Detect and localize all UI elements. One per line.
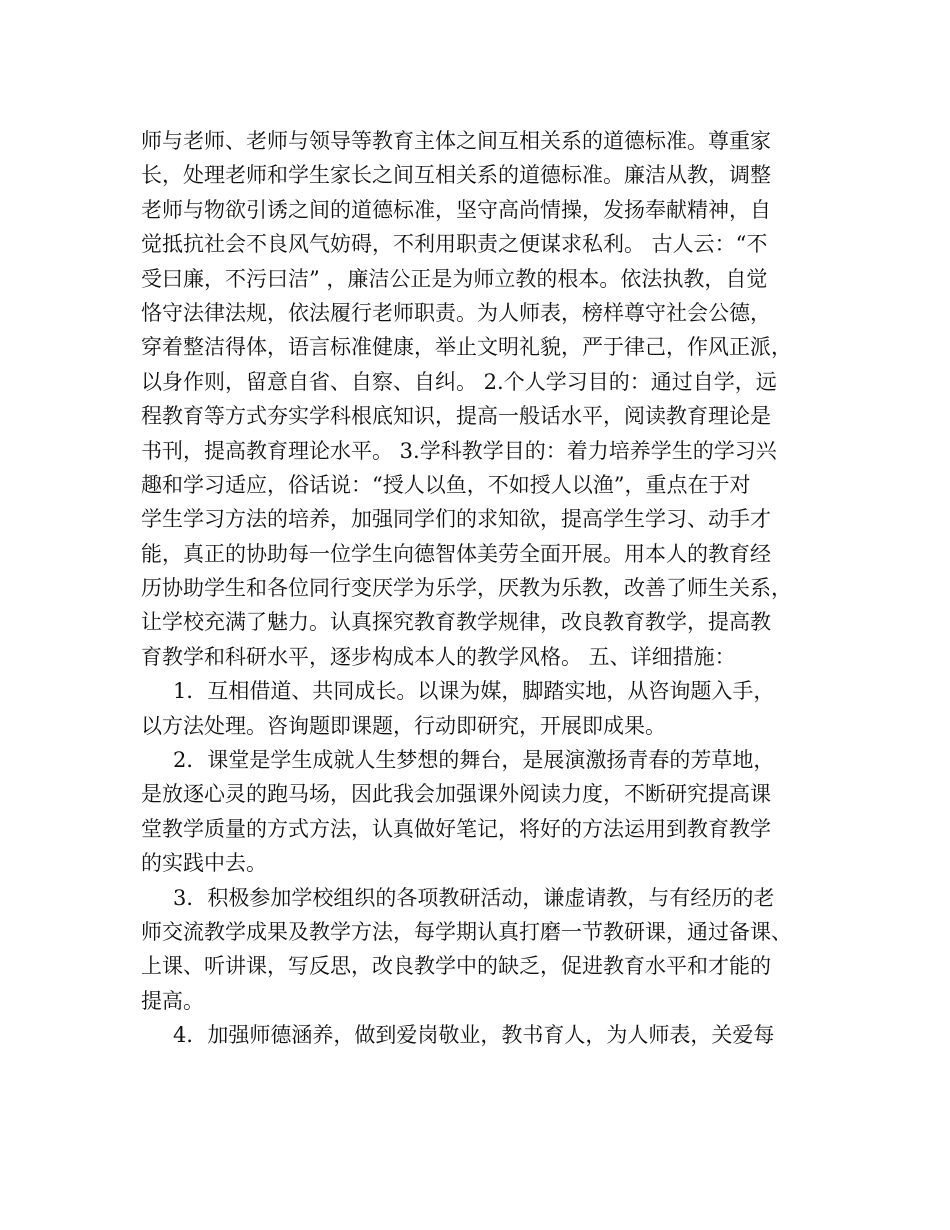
text-line: 以身作则，留意自省、自察、自纠。 2.个人学习目的：通过自学，远 bbox=[141, 369, 777, 394]
body-text bbox=[141, 124, 821, 1053]
text-line: 提高。 bbox=[141, 988, 204, 1013]
list-item-4-start: 4．加强师德涵养，做到爱岗敬业，教书育人，为人师表，关爱每 bbox=[173, 1023, 775, 1048]
text-line: 长，处理老师和学生家长之间互相关系的道德标准。廉洁从教，调整 bbox=[141, 163, 771, 188]
text-line: 师交流教学成果及教学方法，每学期认真打磨一节教研课，通过备课、 bbox=[141, 919, 792, 944]
text-line: 书刊，提高教育理论水平。 3.学科教学目的：着力培养学生的学习兴 bbox=[141, 438, 777, 463]
text-line: 是放逐心灵的跑马场，因此我会加强课外阅读力度，不断研究提高课 bbox=[141, 782, 771, 807]
list-item-1-start: 1．互相借道、共同成长。以课为媒，脚踏实地，从咨询题入手， bbox=[173, 679, 775, 704]
text-line: 堂教学质量的方式方法，认真做好笔记，将好的方法运用到教育教学 bbox=[141, 816, 771, 841]
list-item-3-start: 3．积极参加学校组织的各项教研活动，谦虚请教，与有经历的老 bbox=[173, 885, 775, 910]
text-line: 恪守法律法规，依法履行老师职责。为人师表，榜样尊守社会公德， bbox=[141, 300, 771, 325]
text-line: 师与老师、老师与领导等教育主体之间互相关系的道德标准。尊重家 bbox=[141, 129, 771, 153]
text-line: 穿着整洁得体，语言标准健康，举止文明礼貌，严于律己，作风正派， bbox=[141, 335, 792, 360]
text-line: 历协助学生和各位同行变厌学为乐学，厌教为乐教，改善了师生关系， bbox=[141, 576, 792, 601]
text-line: 趣和学习适应，俗话说：“授人以鱼，不如授人以渔”，重点在于对 bbox=[141, 472, 751, 497]
text-line: 学生学习方法的培养，加强同学们的求知欲，提高学生学习、动手才 bbox=[141, 507, 771, 532]
text-line: 老师与物欲引诱之间的道德标准，坚守高尚情操，发扬奉献精神，自 bbox=[141, 197, 771, 222]
text-line: 上课、听讲课，写反思，改良教学中的缺乏，促进教育水平和才能的 bbox=[141, 954, 771, 979]
text-line: 育教学和科研水平，逐步构成本人的教学风格。 五、详细措施： bbox=[141, 644, 736, 669]
text-line: 觉抵抗社会不良风气妨碍，不利用职责之便谋求私利。 古人云：“不 bbox=[141, 232, 768, 257]
list-item-2-start: 2．课堂是学生成就人生梦想的舞台，是展演激扬青春的芳草地， bbox=[173, 748, 775, 773]
text-line: 能，真正的协助每一位学生向德智体美劳全面开展。用本人的教育经 bbox=[141, 541, 771, 566]
text-line: 以方法处理。咨询题即课题，行动即研究，开展即成果。 bbox=[141, 713, 666, 738]
text-line: 程教育等方式夯实学科根底知识，提高一般话水平，阅读教育理论是 bbox=[141, 404, 771, 429]
text-line: 让学校充满了魅力。认真探究教育教学规律，改良教育教学，提高教 bbox=[141, 610, 771, 635]
text-line: 受曰廉，不污曰洁” ，廉洁公正是为师立教的根本。依法执教，自觉 bbox=[141, 266, 768, 291]
text-line: 的实践中去。 bbox=[141, 851, 267, 876]
